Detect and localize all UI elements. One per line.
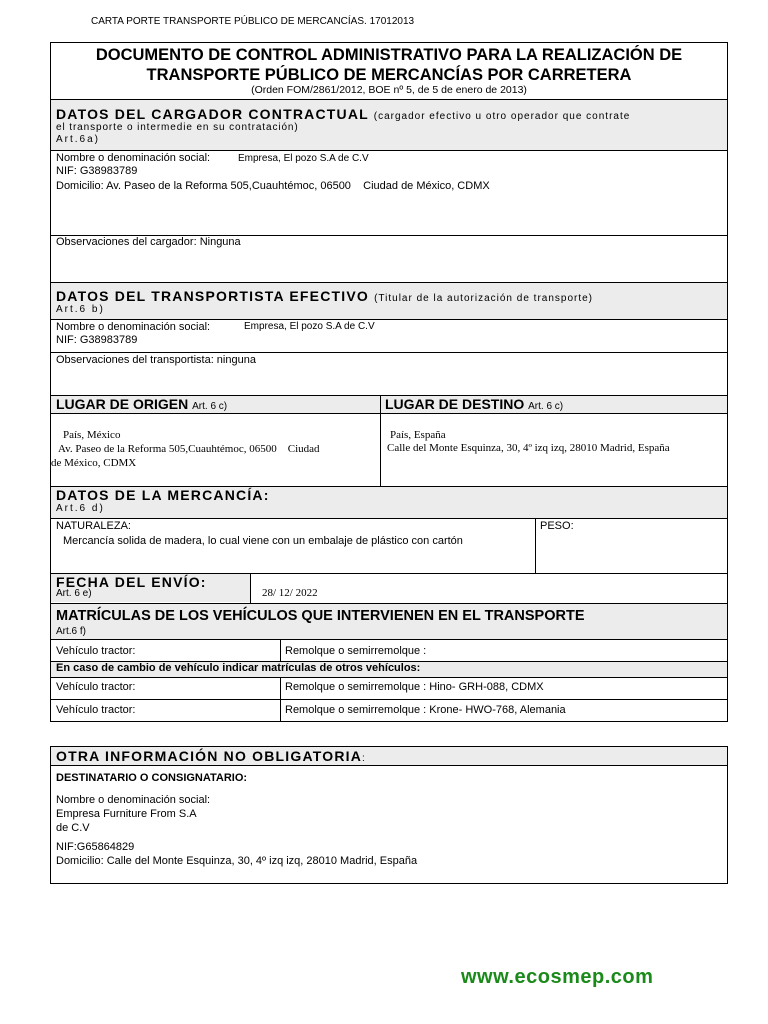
transportista-nif: NIF: G38983789 xyxy=(56,334,138,346)
destino-heading: LUGAR DE DESTINO Art. 6 c) xyxy=(385,396,564,412)
transportista-observaciones: Observaciones del transportista: ninguna xyxy=(56,354,256,366)
envio-heading: FECHA DEL ENVÍO: xyxy=(56,574,207,590)
cargador-heading: DATOS DEL CARGADOR CONTRACTUAL (cargador efectivo u otro operador que contrate xyxy=(56,106,631,122)
origen-address-line1: Av. Paseo de la Reforma 505,Cuauhtémoc, 06500 Ciudad xyxy=(58,443,320,455)
transportista-name-value: Empresa, El pozo S.A de C.V xyxy=(244,321,375,332)
document-subtitle: (Orden FOM/2861/2012, BOE nº 5, de 5 de enero de 2013) xyxy=(251,84,527,96)
row2-tractor-label: Vehículo tractor: xyxy=(56,681,136,693)
matriculas-heading: MATRÍCULAS DE LOS VEHÍCULOS QUE INTERVIENEN EN EL TRANSPORTE xyxy=(56,608,585,624)
transportista-note: (Titular de la autorización de transporte) xyxy=(374,293,594,304)
origen-heading: LUGAR DE ORIGEN Art. 6 c) xyxy=(56,396,228,412)
cargador-art: Art.6a) xyxy=(56,134,101,145)
cargador-name-value: Empresa, El pozo S.A de C.V xyxy=(238,153,369,164)
destinatario-name-line1: Empresa Furniture From S.A xyxy=(56,808,197,820)
transportista-name-label: Nombre o denominación social: xyxy=(56,321,211,333)
cargador-note-line2: el transporte o intermedie en su contratación) xyxy=(56,122,299,133)
header-code: CARTA PORTE TRANSPORTE PÚBLICO DE MERCANCÍAS. 17012013 xyxy=(91,16,415,27)
row3-tractor-label: Vehículo tractor: xyxy=(56,704,136,716)
destinatario-nif: NIF:G65864829 xyxy=(56,841,135,853)
cargador-note: (cargador efectivo u otro operador que contrate xyxy=(373,111,631,122)
naturaleza-value: Mercancía solida de madera, lo cual viene con un embalaje de plástico con cartón xyxy=(63,535,463,547)
cargador-name-label: Nombre o denominación social: xyxy=(56,152,211,164)
row1-tractor-label: Vehículo tractor: xyxy=(56,645,136,657)
otra-info-heading: OTRA INFORMACIÓN NO OBLIGATORIA: xyxy=(56,748,366,764)
peso-label: PESO: xyxy=(540,520,574,532)
document-title-line2: TRANSPORTE PÚBLICO DE MERCANCÍAS POR CARRETERA xyxy=(146,66,632,84)
destino-pais: País, España xyxy=(390,429,446,441)
cargador-nif: NIF: G38983789 xyxy=(56,165,138,177)
mercancia-heading: DATOS DE LA MERCANCÍA: xyxy=(56,487,270,503)
origen-address-line2: de México, CDMX xyxy=(51,457,137,469)
row1-remolque-label: Remolque o semirremolque : xyxy=(285,645,427,657)
envio-art: Art. 6 e) xyxy=(56,588,92,599)
origen-art: Art. 6 c) xyxy=(192,401,228,412)
mercancia-art: Art.6 d) xyxy=(56,503,105,514)
row3-remolque-value: Remolque o semirremolque : Krone- HWO-768, Alemania xyxy=(285,704,566,716)
transportista-art: Art.6 b) xyxy=(56,304,105,315)
destinatario-name-line2: de C.V xyxy=(56,822,90,834)
envio-fecha: 28/ 12/ 2022 xyxy=(262,587,318,599)
destino-art: Art. 6 c) xyxy=(528,401,564,412)
destinatario-label: DESTINATARIO O CONSIGNATARIO: xyxy=(56,772,248,784)
cargador-domicilio: Domicilio: Av. Paseo de la Reforma 505,Cuauhtémoc, 06500 Ciudad de México, CDMX xyxy=(56,180,490,192)
destinatario-domicilio: Domicilio: Calle del Monte Esquinza, 30, 4º izq izq, 28010 Madrid, España xyxy=(56,855,418,867)
origen-pais: País, México xyxy=(63,429,121,441)
document-title-line1: DOCUMENTO DE CONTROL ADMINISTRATIVO PARA LA REALIZACIÓN DE xyxy=(95,46,683,64)
transportista-heading: DATOS DEL TRANSPORTISTA EFECTIVO (Titular de la autorización de transporte) xyxy=(56,288,594,304)
matriculas-art: Art.6 f) xyxy=(56,626,87,637)
cambio-note: En caso de cambio de vehículo indicar matrículas de otros vehículos: xyxy=(56,662,421,674)
footer-website-link[interactable]: www.ecosmep.com xyxy=(461,966,654,988)
row2-remolque-value: Remolque o semirremolque : Hino- GRH-088, CDMX xyxy=(285,681,544,693)
destinatario-name-label: Nombre o denominación social: xyxy=(56,794,211,806)
destino-address-line1: Calle del Monte Esquinza, 30, 4º izq izq, 28010 Madrid, España xyxy=(387,442,670,454)
cargador-observaciones: Observaciones del cargador: Ninguna xyxy=(56,236,241,248)
naturaleza-label: NATURALEZA: xyxy=(56,520,131,532)
